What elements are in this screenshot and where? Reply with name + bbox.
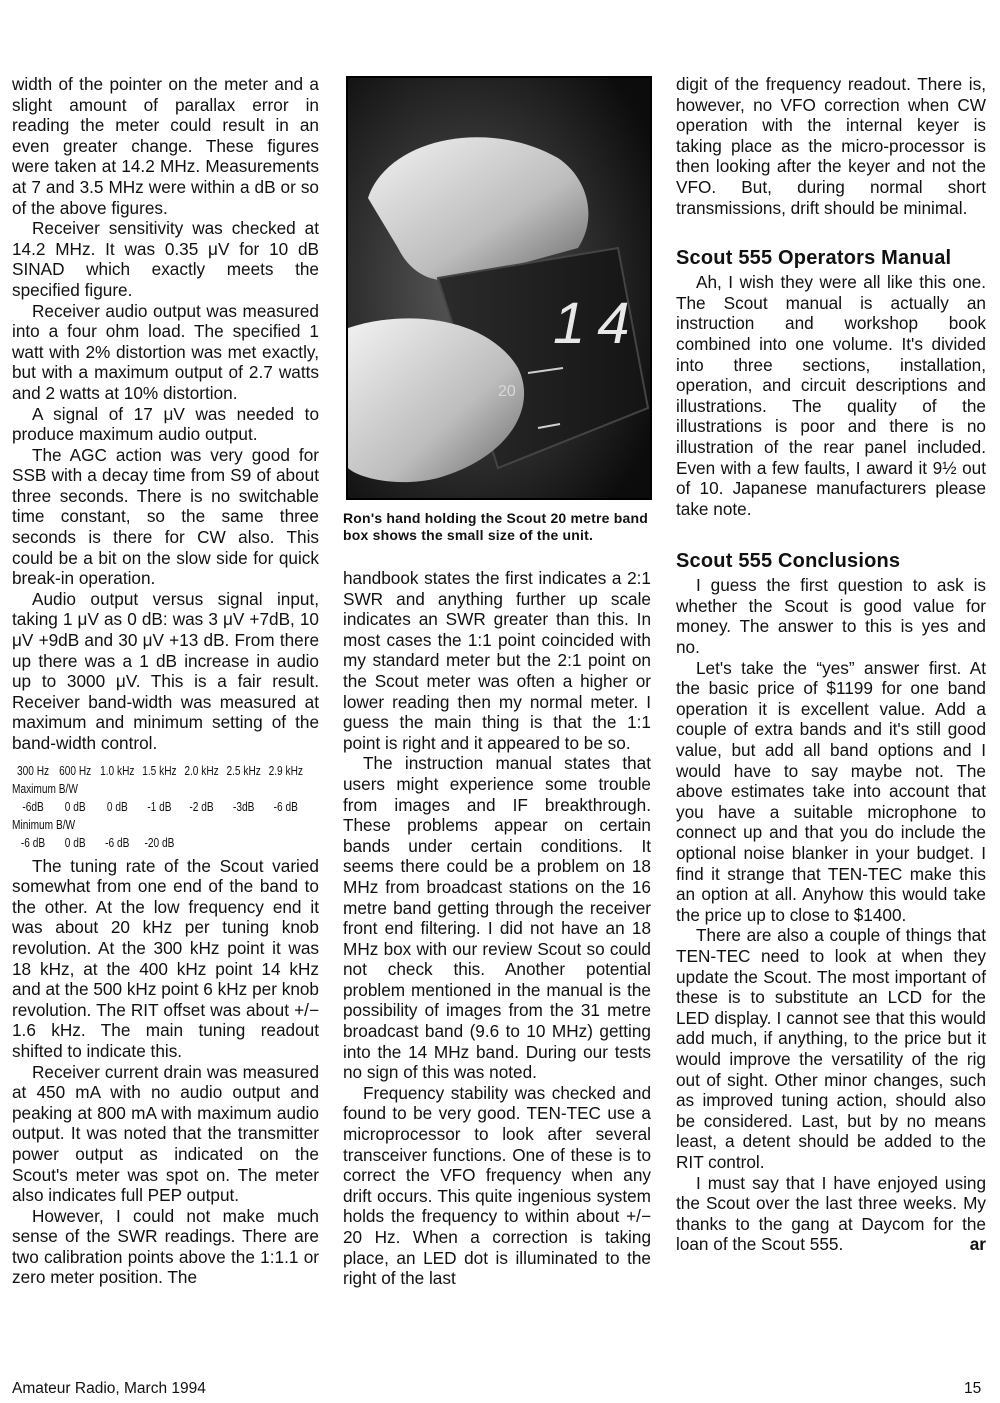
paragraph: I guess the first question to ask is whether the Scout is good value for money. The answer to this is yes and no. (676, 575, 986, 658)
table-cell: 0 dB (64, 798, 86, 814)
dial-mark: 20 (498, 383, 516, 400)
paragraph-closing (676, 1173, 986, 1255)
closing-text: I must say that I have enjoyed using the Scout over the last three weeks. My thanks to the gang at Daycom for the loan of the Scout 555. (676, 1172, 986, 1255)
table-cell: 2.0 kHz (184, 762, 219, 778)
paragraph: Receiver sensitivity was checked at 14.2 MHz. It was 0.35 μV for 10 dB SINAD which exactly meets the specified figure. (12, 218, 319, 300)
article-column-3 (676, 74, 986, 1255)
end-mark: ar (969, 1234, 986, 1255)
page-number: 15 (964, 1380, 982, 1397)
paragraph: The AGC action was very good for SSB with a decay time from S9 of about three seconds. There is no switchable time constant, so the same three seconds is there for CW also. This could be a bit on the slow side for quick break-in operation. (12, 444, 319, 589)
paragraph: The instruction manual states that users might experience some trouble from images and IF breakthrough. These problems appear on certain bands under certain conditions. It seems there could be a problem on 18 MHz from broadcast stations on the 16 metre band getting through the receiver front end filtering. I did not have an 18 MHz box with our review Scout so could not check this. Another potential problem mentioned in the manual is the possibility of images from the 31 metre broadcast band (9.6 to 10 MHz) getting into the 14 MHz band. During our tests no sign of this was noted. (343, 753, 651, 1083)
paragraph: digit of the frequency readout. There is, however, no VFO correction when CW operation with the internal keyer is taking place as the micro-processor is then looking after the keyer and not the VFO. But, during normal short transmissions, drift should be minimal. (676, 74, 986, 218)
paragraph: Frequency stability was checked and found to be very good. TEN-TEC use a microprocessor to look after several transceiver functions. One of these is to correct the VFO frequency when any drift occurs. This quite ingenious system holds the frequency to within about +/− 20 Hz. When a correction is taking place, an LED dot is illuminated to the right of the last (343, 1082, 651, 1289)
paragraph: width of the pointer on the meter and a slight amount of parallax error in reading the meter could result in an even greater change. These figures were taken at 14.2 MHz. Measurements at 7 and 3.5 MHz were within a dB or so of the above figures. (12, 74, 319, 218)
table-cell: -20 dB (144, 834, 175, 850)
paragraph: However, I could not make much sense of the SWR readings. There are two calibration points above the 1:1.1 or zero meter position. The (12, 1205, 319, 1288)
table-cell: -2 dB (189, 798, 214, 814)
table-cell: 2.5 kHz (226, 762, 261, 778)
table-cell: 600 Hz (59, 762, 92, 778)
table-cell: -3dB (232, 798, 255, 814)
paragraph: The tuning rate of the Scout varied somewhat from one end of the band to the other. At the low frequency end it was about 20 kHz per tuning knob revolution. At the 300 kHz point it was 18 kHz, at the 400 kHz point 14 kHz and at the 500 kHz point 6 kHz per knob revolution. The RIT offset was about +/− 1.6 kHz. The main tuning readout shifted to indicate this. (12, 855, 319, 1061)
table-cell: -6 dB (105, 834, 130, 850)
table-cell: -6 dB (273, 798, 298, 814)
table-cell: 300 Hz (16, 762, 50, 778)
table-cell: 1.0 kHz (100, 762, 135, 778)
table-cell: 2.9 kHz (268, 762, 303, 778)
min-bw-label: Minimum B/W (12, 816, 76, 832)
footer-publication: Amateur Radio, March 1994 (12, 1380, 206, 1397)
max-bw-row (12, 798, 320, 816)
article-column-1 (12, 74, 319, 1288)
paragraph: There are also a couple of things that TEN-TEC need to look at when they update the Scout. The most important of these is to substitute an LCD for the LED display. I cannot see that this would add much, if anything, to the price but it would improve the versatility of the rig out of sight. Other minor changes, such as improved tuning action, should also be considered. Last, but by no means least, a detent should be added to the RIT control. (676, 925, 986, 1172)
table-cell: 0 dB (106, 798, 128, 814)
section-heading-manual: Scout 555 Operators Manual (676, 247, 952, 270)
table-cell: -6 dB (20, 834, 46, 850)
paragraph: Let's take the “yes” answer first. At the basic price of $1199 for one band operation it is excellent value. Add a couple of extra bands and it's still good value, but add all band options and I would have to say maybe not. The above estimates take into account that you have a suitable microphone to connect up and that you do include the optional noise blanker in your budget. I find it strange that TEN-TEC make this an option at all. Anyhow this would take the price up to close to $1400. (676, 657, 986, 925)
paragraph: Receiver audio output was measured into a four ohm load. The specified 1 watt with 2% distortion was met exactly, but with a maximum output of 2.7 watts and 2 watts at 10% distortion. (12, 300, 319, 403)
table-cell: 0 dB (64, 834, 86, 850)
table-cell: 1.5 kHz (142, 762, 177, 778)
article-column-2 (343, 74, 651, 1289)
max-bw-label: Maximum B/W (12, 780, 78, 796)
section-heading-conclusions: Scout 555 Conclusions (676, 550, 901, 573)
bandwidth-header-row (12, 762, 320, 780)
paragraph: Audio output versus signal input, taking 1 μV as 0 dB: was 3 μV +7dB, 10 μV +9dB and 30 μV +13 dB. From there up there was a 1 dB increase in audio up to 3000 μV. This is a fair result. Receiver band-width was measured at maximum and minimum setting of the band-width control. (12, 588, 319, 753)
photo-illustration (348, 78, 650, 498)
display-digits: 14 (553, 291, 642, 356)
table-cell: -6dB (22, 798, 44, 814)
photo-caption: Ron's hand holding the Scout 20 metre band box shows the small size of the unit. (343, 510, 648, 543)
paragraph: A signal of 17 μV was needed to produce maximum audio output. (12, 403, 319, 445)
bandwidth-table (12, 762, 320, 852)
paragraph: Ah, I wish they were all like this one. The Scout manual is actually an instruction and workshop book combined into one volume. It's divided into three sections, installation, operation, and circuit descriptions and illustrations. The quality of the illustrations is poor and there is no illustration of the rear panel included. Even with a few faults, I award it 9½ out of 10. Japanese manufacturers please take note. (676, 272, 986, 519)
table-cell: -1 dB (147, 798, 172, 814)
photo-hand-holding-band-box (346, 76, 652, 500)
min-bw-row (12, 834, 320, 852)
paragraph: Receiver current drain was measured at 450 mA with no audio output and peaking at 800 mA with maximum audio output. It was noted that the transmitter power output as indicated on the Scout's meter was spot on. The meter also indicates full PEP output. (12, 1061, 319, 1206)
paragraph: handbook states the first indicates a 2:1 SWR and anything further up scale indicates an SWR greater than this. In most cases the 1:1 point coincided with my standard meter but the 2:1 point on the Scout meter was often a higher or lower reading then my normal meter. I guess the main thing is that the 1:1 point is right and it appeared to be so. (343, 568, 651, 753)
